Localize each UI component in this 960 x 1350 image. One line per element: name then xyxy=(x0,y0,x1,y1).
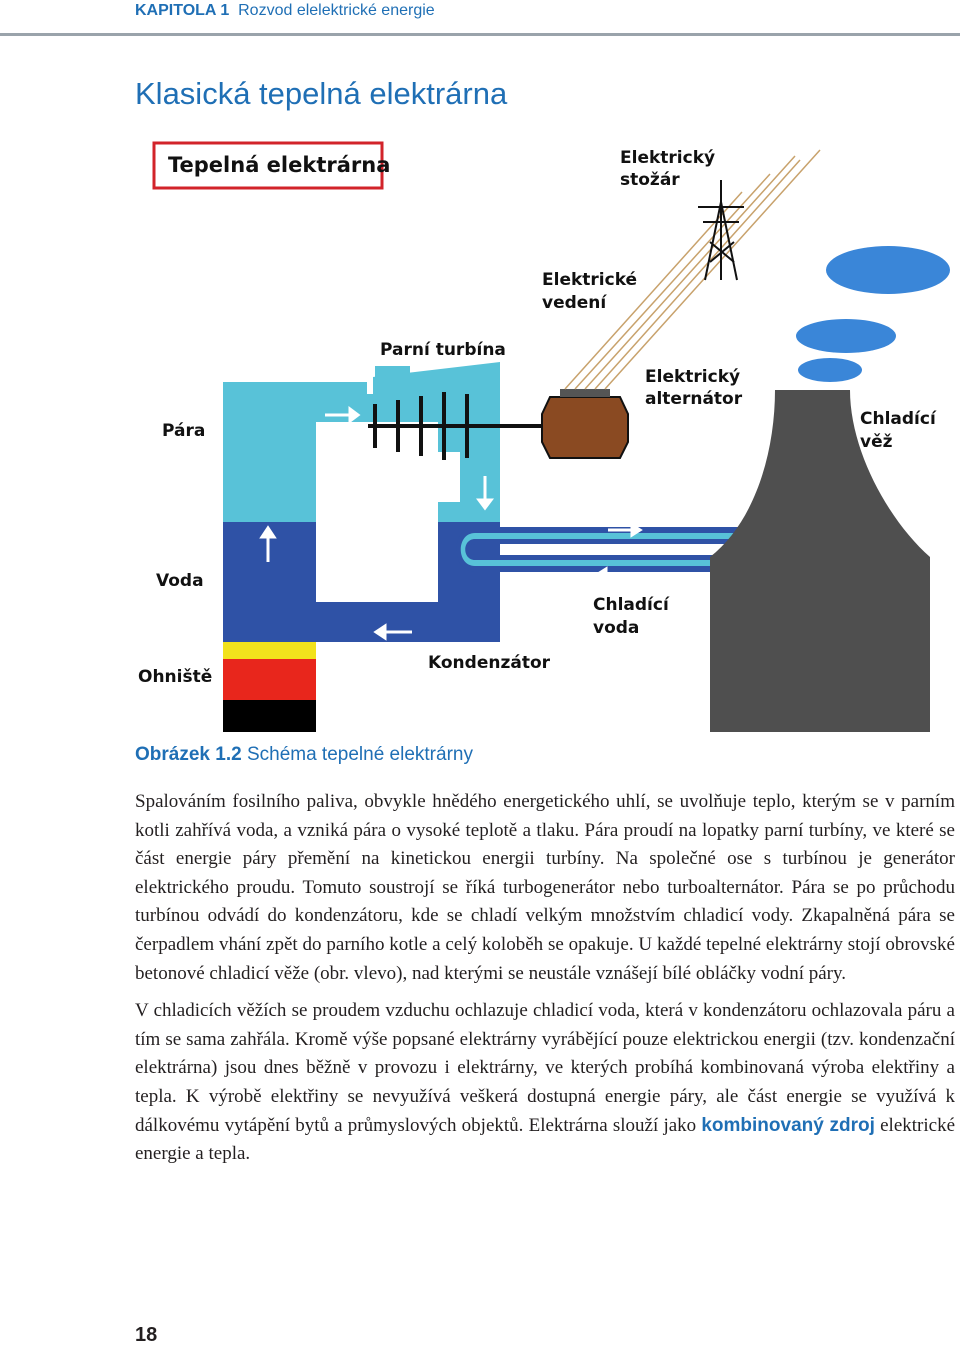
diagram-title: Tepelná elektrárna xyxy=(168,153,391,177)
label-ohniste: Ohniště xyxy=(138,667,213,687)
steam-cloud-small-1 xyxy=(796,319,896,353)
label-voda: Voda xyxy=(156,571,204,591)
label-stozar-2: stožár xyxy=(620,170,680,190)
steam-cloud xyxy=(826,246,950,294)
header-divider xyxy=(0,33,960,36)
label-alternator-2: alternátor xyxy=(645,389,743,409)
figure-number: Obrázek 1.2 xyxy=(135,744,242,765)
paragraph-2-end: elektrické energie a tepla. xyxy=(135,1114,955,1165)
cooling-loop xyxy=(456,527,750,572)
label-turbina: Parní turbína xyxy=(380,340,506,360)
article-body xyxy=(135,788,955,1178)
section-title: Klasická tepelná elektrárna xyxy=(135,76,508,111)
highlight-term: kombinovaný zdroj xyxy=(701,1114,875,1136)
label-alternator-1: Elektrický xyxy=(645,367,741,387)
paragraph-2-start: V chladicích věžích se proudem vzduchu ochlazuje chladicí voda, která v kondenzátoru ochlazovala páru a tím se sama zahřála. Kromě výše popsané elektrárny vyrábějící pouze elektrickou energii (tzv. kondenzační elektrárna) jsou dnes běžně v provozu i elektrárny, ve kterých probíhá kombinovaná výroba elektřiny a tepla. K výrobě elektřiny se nevyužívá veškerá dostupná energie páry, ale část energie se využívá k dálkovému vytápění bytů a průmyslových objektů. Elektrárna slouží jako xyxy=(135,1000,955,1136)
paragraph-1: Spalováním fosilního paliva, obvykle hnědého energetického uhlí, se uvolňuje teplo, kterým se v parním kotli zahřívá voda, a vzniká pára o vysoké teplotě a tlaku. Pára proudí na lopatky parní turbíny, ve které se část energie páry přemění na kinetickou energii turbíny. Na společné ose s turbínou je generátor elektrického proudu. Tomuto soustrojí se říká turbogenerátor nebo turboalternátor. Pára se po průchodu turbínou odvádí do kondenzátoru, kde se chladí velkým množstvím chladicí vody. Zkapalněná pára se čerpadlem vhání zpět do parního kotle a celý koloběh se opakuje. U každé tepelné elektrárny stojí obrovské betonové chladicí věže (obr. vlevo), nad kterými se neustále vznášejí bílé obláčky vodní páry. xyxy=(135,791,955,984)
fire-zone-yellow xyxy=(223,642,316,659)
steam-cloud-small-2 xyxy=(798,358,862,382)
label-vedeni-1: Elektrické xyxy=(542,270,638,290)
figure-caption xyxy=(135,742,473,768)
label-chladici-voda-2: voda xyxy=(593,618,640,638)
paragraph-2 xyxy=(135,997,955,1169)
running-header xyxy=(135,0,435,22)
label-vez-1: Chladící xyxy=(860,409,936,429)
cooling-tower xyxy=(710,390,930,732)
power-plant-diagram xyxy=(130,132,960,737)
label-kondenzator: Kondenzátor xyxy=(428,653,551,673)
turbine-exhaust xyxy=(460,452,500,502)
label-para: Pára xyxy=(162,421,206,441)
label-stozar-1: Elektrický xyxy=(620,148,716,168)
alternator xyxy=(542,389,628,458)
label-chladici-voda-1: Chladící xyxy=(593,595,669,615)
figure-caption-text: Schéma tepelné elektrárny xyxy=(246,744,473,765)
chapter-label: KAPITOLA 1 xyxy=(135,2,230,19)
inner-wall-2 xyxy=(316,452,460,502)
fire-zone-red xyxy=(223,659,316,700)
chapter-title: Rozvod elelektrické energie xyxy=(238,2,435,19)
ash-zone xyxy=(223,700,316,732)
label-vedeni-2: vedení xyxy=(542,293,607,313)
condenser-steam xyxy=(438,502,500,522)
page-number: 18 xyxy=(135,1324,158,1346)
label-vez-2: věž xyxy=(860,432,893,452)
